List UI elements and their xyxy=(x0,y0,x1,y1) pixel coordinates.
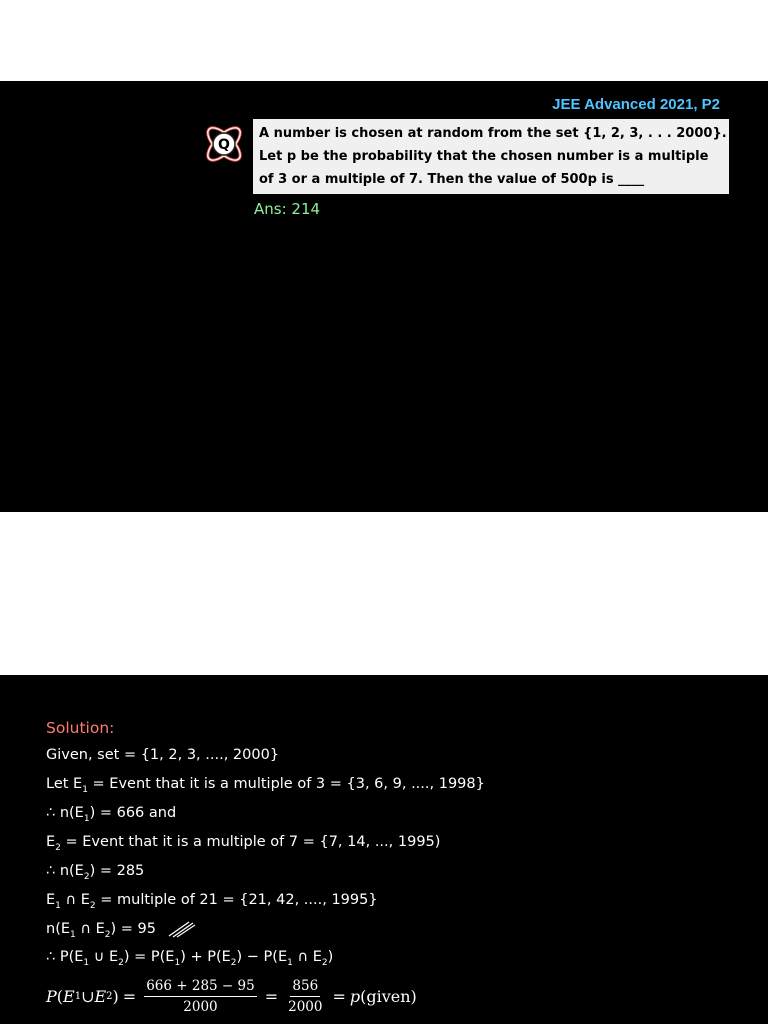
question-line-3: of 3 or a multiple of 7. Then the value of 500p is ____ xyxy=(259,172,645,187)
q-badge-letter: Q xyxy=(218,137,230,153)
solution-union-line: ∴ $P(E_1$ ∪ $E_2) = P(E_1) + P(E_2) - P(E_1$ ∩ $E_2$) xyxy=(46,949,334,968)
solution-e1-line: Let $E_1$ = Event that it is a multiple of 3 = {3, 6, 9, ...., 1998} xyxy=(46,776,485,795)
double-tick-icon xyxy=(167,920,197,938)
solution-n-e1-line: ∴ $n(E_1) = 666$ and xyxy=(46,805,177,824)
q-atom-badge-icon xyxy=(199,120,249,168)
solution-n-intersection-line: $n(E_1$ ∩ $E_2) = 95$ xyxy=(46,920,197,940)
source-tag: JEE Advanced 2021, P2 xyxy=(552,96,720,113)
probability-formula: P ( E 1 ∪ E 2 ) = $\frac{666 + 285 - 95}{2000}$ = $\frac{856}{2000}$ = p (given) xyxy=(46,978,417,1015)
question-box xyxy=(253,119,729,194)
solution-given-line: Given, set = {1, 2, 3, ...., 2000} xyxy=(46,747,280,763)
solution-panel xyxy=(0,675,768,1024)
answer-text: Ans: 214 xyxy=(254,200,321,218)
question-line-2: Let p be the probability that the chosen number is a multiple xyxy=(259,149,709,164)
solution-n-e2-line: ∴ $n(E_2) = 285$ xyxy=(46,863,145,882)
question-line-1: A number is chosen at random from the set {1, 2, 3, . . . 2000}. xyxy=(259,126,727,141)
solution-heading: Solution: xyxy=(46,719,115,737)
fraction-sum: $\frac{666 + 285 - 95}{2000}$ xyxy=(146,978,255,1015)
solution-intersection-line: $E_1$ ∩ $E_2$ = multiple of 21 = {21, 42, ...., 1995} xyxy=(46,892,378,911)
solution-e2-line: $E_2$ = Event that it is a multiple of 7 = {7, 14, ..., 1995) xyxy=(46,834,441,853)
fraction-result: $\frac{856}{2000}$ xyxy=(288,978,323,1015)
question-panel xyxy=(0,81,768,512)
